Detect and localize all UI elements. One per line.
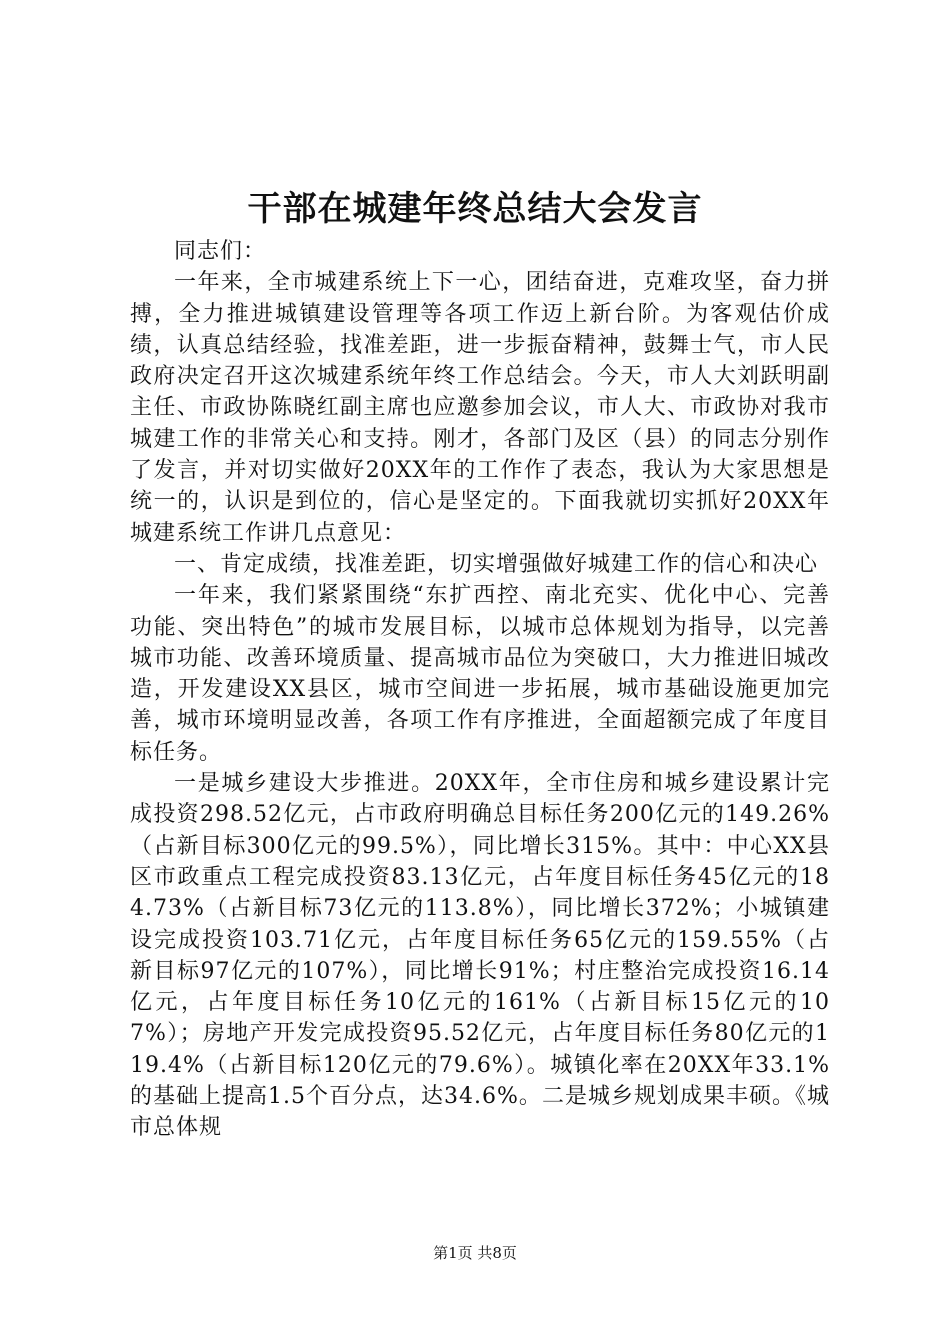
paragraph-construction-stats: 一是城乡建设大步推进。20XX年，全市住房和城乡建设累计完成投资298.52亿元，占市政府明确总目标任务200亿元的149.26%（占新目标300亿元的99.5%），同比增长315%。其中：中心XX县区市政重点工程完成投资83.13亿元，占年度目标任务45亿元的184.73%（占新目标73亿元的113.8%），同比增长372%；小城镇建设完成投资103.71亿元，占年度目标任务65亿元的159.55%（占新目标97亿元的107%），同比增长91%；村庄整治完成投资16.14亿元，占年度目标任务10亿元的161%（占新目标15亿元的107%）；房地产开发完成投资95.52亿元，占年度目标任务80亿元的119.4%（占新目标120亿元的79.6%）。城镇化率在20XX年33.1%的基础上提高1.5个百分点，达34.6%。二是城乡规划成果丰硕。《城市总体规 (130, 771, 830, 1141)
document-body (130, 236, 830, 1144)
document-title: 干部在城建年终总结大会发言 (247, 189, 703, 229)
section-heading-1: 一、肯定成绩，找准差距，切实增强做好城建工作的信心和决心 (174, 551, 819, 577)
paragraph-achievements: 一年来，我们紧紧围绕“东扩西控、南北充实、优化中心、完善功能、突出特色”的城市发展目标，以城市总体规划为指导，以完善城市功能、改善环境质量、提高城市品位为突破口，大力推进旧城改造，开发建设XX县区，城市空间进一步拓展，城市基础设施更加完善，城市环境明显改善，各项工作有序推进，全面超额完成了年度目标任务。 (130, 583, 830, 765)
page-footer: 第1页 共8页 (433, 1244, 517, 1262)
paragraph-intro: 一年来，全市城建系统上下一心，团结奋进，克难攻坚，奋力拼搏，全力推进城镇建设管理等各项工作迈上新台阶。为客观估价成绩，认真总结经验，找准差距，进一步振奋精神，鼓舞士气，市人民政府决定召开这次城建系统年终工作总结会。今天，市人大刘跃明副主任、市政协陈晓红副主席也应邀参加会议，市人大、市政协对我市城建工作的非常关心和支持。刚才，各部门及区（县）的同志分别作了发言，并对切实做好20XX年的工作作了表态，我认为大家思想是统一的，认识是到位的，信心是坚定的。下面我就切实抓好20XX年城建系统工作讲几点意见： (130, 270, 830, 546)
paragraph-salutation: 同志们： (174, 239, 267, 264)
